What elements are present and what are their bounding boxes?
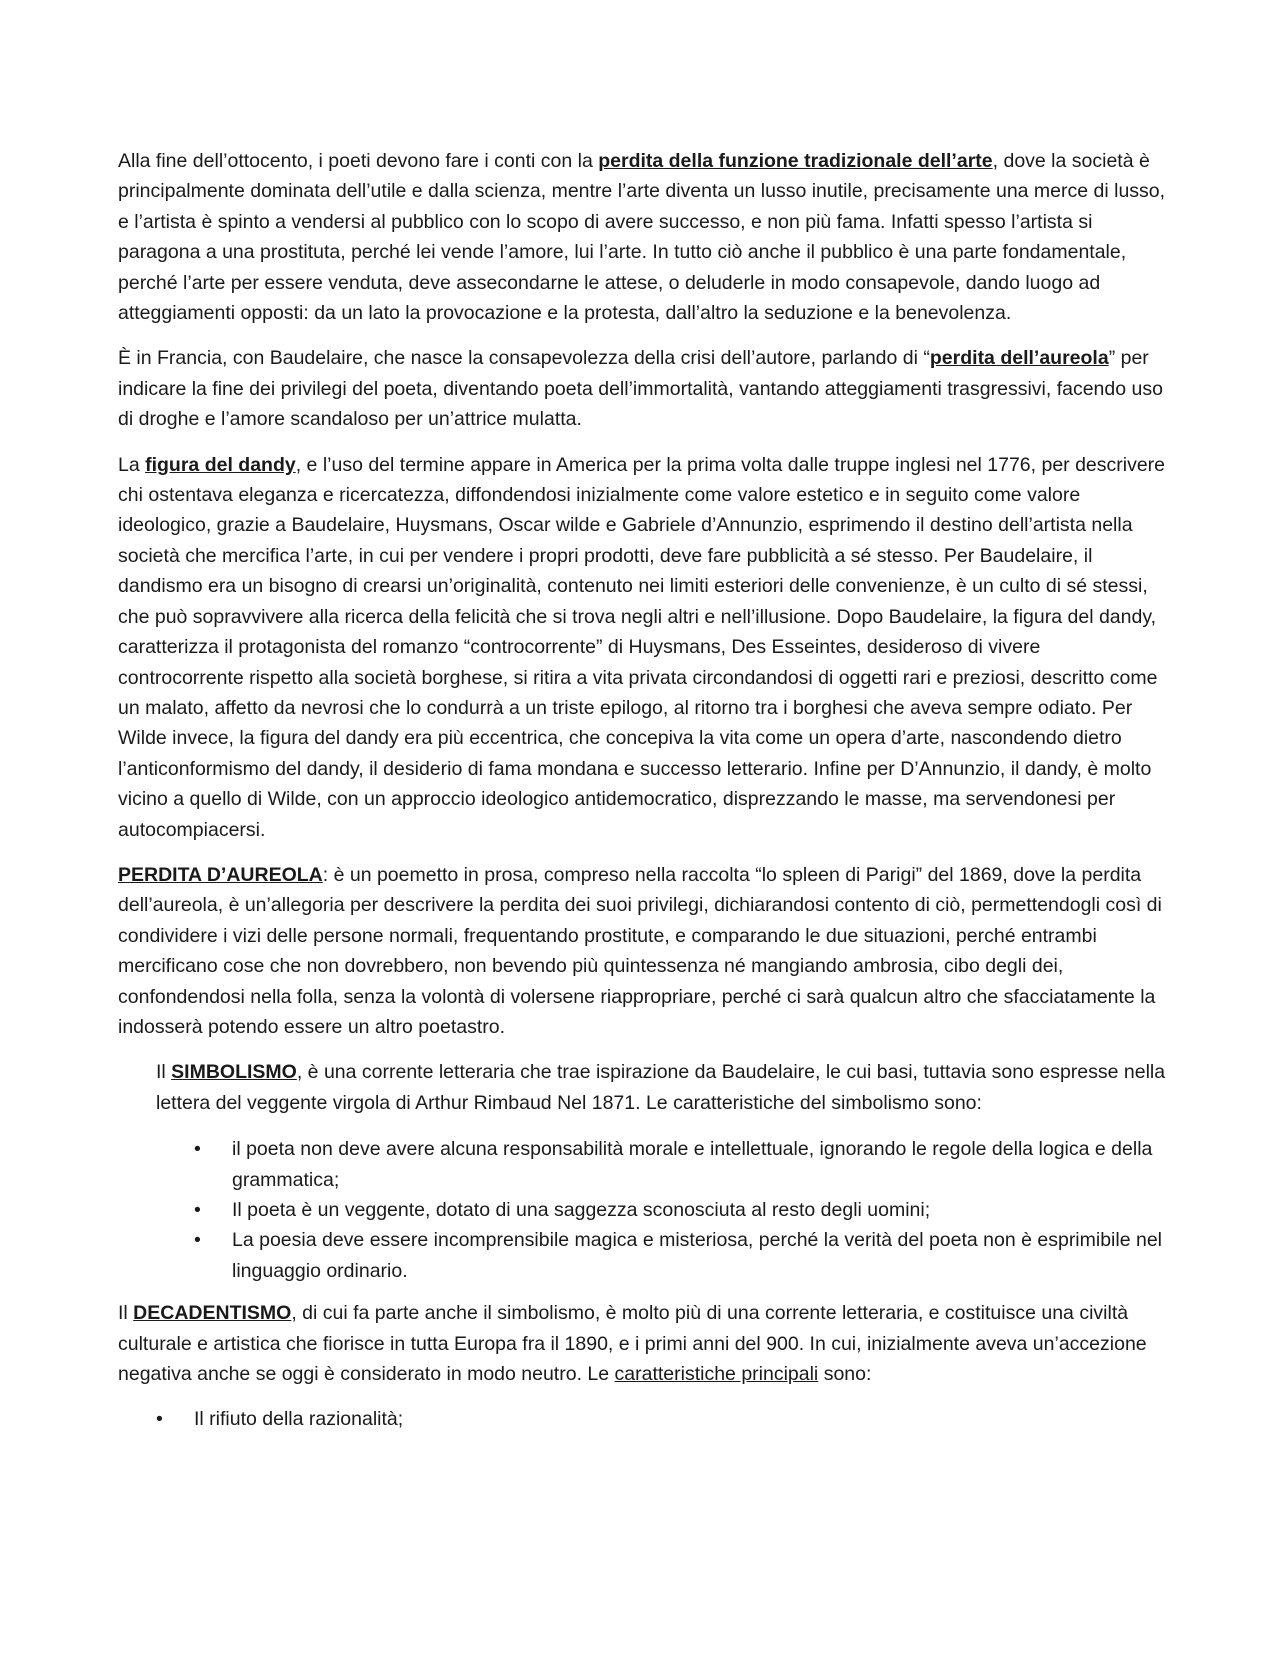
- term-simbolismo: SIMBOLISMO: [171, 1061, 297, 1084]
- paragraph-simbolismo: [156, 1057, 1168, 1118]
- term-perdita-aureola: perdita dell’aureola: [929, 347, 1109, 370]
- text: La: [118, 453, 146, 476]
- bullet-icon: •: [194, 1229, 201, 1252]
- document-page: [118, 146, 1168, 1447]
- list-item-text: il poeta non deve avere alcuna responsabilità morale e intellettuale, ignorando le regole della logica e della grammatica;: [232, 1138, 1153, 1191]
- text: : è un poemetto in prosa, compreso nella raccolta “lo spleen di Parigi” del 1869, dove la perdita dell’aureola, è un’allegoria per descrivere la perdita dei suoi privilegi, dichiarandosi contento di ciò, permettendogli così di condividere i vizi delle persone normali, frequentando prostitute, e comparando le due situazioni, perché entrambi mercificano cose che non dovrebbero, non bevendo più quintessenza né mangiando ambrosia, cibo degli dei, confondendosi nella folla, senza la volontà di volersene riappropriare, perché ci sarà qualcun altro che sfacciatamente la indosserà potendo essere un altro poetastro.: [118, 863, 1162, 1038]
- term-decadentismo: DECADENTISMO: [133, 1302, 292, 1325]
- term-figura-dandy: figura del dandy: [145, 453, 296, 476]
- list-item: [194, 1225, 1168, 1286]
- list-item-text: Il rifiuto della razionalità;: [194, 1408, 404, 1431]
- term-caratteristiche-principali: caratteristiche principali: [614, 1363, 819, 1386]
- paragraph-baudelaire: [118, 343, 1168, 434]
- paragraph-perdita-aureola: [118, 860, 1168, 1042]
- paragraph-dandy: [118, 450, 1168, 845]
- decadentismo-list: [156, 1404, 1168, 1434]
- text: sono:: [818, 1363, 872, 1386]
- text: È in Francia, con Baudelaire, che nasce la consapevolezza della crisi dell’autore, parlando di “: [118, 347, 930, 370]
- text: Alla fine dell’ottocento, i poeti devono fare i conti con la: [118, 150, 599, 172]
- paragraph-intro: [118, 146, 1168, 328]
- list-item: [194, 1195, 1168, 1225]
- term-perdita-funzione-arte: perdita della funzione tradizionale dell’arte: [598, 150, 993, 172]
- bullet-icon: •: [194, 1138, 201, 1161]
- bullet-icon: •: [194, 1199, 201, 1221]
- list-item-text: Il poeta è un veggente, dotato di una saggezza sconosciuta al resto degli uomini;: [232, 1199, 931, 1221]
- text: , dove la società è principalmente dominata dell’utile e dalla scienza, mentre l’arte diventa un lusso inutile, precisamente una merce di lusso, e l’artista è spinto a vendersi al pubblico con lo scopo di avere successo, e non più fama. Infatti spesso l’artista si paragona a una prostituta, perché lei vende l’amore, lui l’arte. In tutto ciò anche il pubblico è una parte fondamentale, perché l’arte per essere venduta, deve assecondarne le attese, o deluderle in modo consapevole, dando luogo ad atteggiamenti opposti: da un lato la provocazione e la protesta, dall’altro la seduzione e la benevolenza.: [118, 150, 1166, 325]
- text: , e l’uso del termine appare in America per la prima volta dalle truppe inglesi nel 1776, per descrivere chi ostentava eleganza e ricercatezza, diffondendosi inizialmente come valore estetico e in seguito come valore ideologico, grazie a Baudelaire, Huysmans, Oscar wilde e Gabriele d’Annunzio, esprimendo il destino dell’artista nella società che mercifica l’arte, in cui per vendere i propri prodotti, deve fare pubblicità a sé stesso. Per Baudelaire, il dandismo era un bisogno di crearsi un’originalità, contenuto nei limiti esteriori delle convenienze, è un culto di sé stessi, che può sopravvivere alla ricerca della felicità che si trova negli altri e nell’illusione. Dopo Baudelaire, la figura del dandy, caratterizza il protagonista del romanzo “controcorrente” di Huysmans, Des Esseintes, desideroso di vivere controcorrente rispetto alla società borghese, si ritira a vita privata circondandosi di oggetti rari e preziosi, descritto come un malato, affetto da nevrosi che lo condurrà a un triste epilogo, al ritorno tra i borghesi che aveva sempre odiato. Per Wilde invece, la figura del dandy era più eccentrica, che concepiva la vita come un opera d’arte, nascondendo dietro l’anticonformismo del dandy, il desiderio di fama mondana e successo letterario. Infine per D’Annunzio, il dandy, è molto vicino a quello di Wilde, con un approccio ideologico antidemocratico, disprezzando le masse, ma servendonesi per autocompiacersi.: [118, 453, 1166, 841]
- simbolismo-list: [194, 1134, 1168, 1286]
- bullet-icon: •: [156, 1408, 163, 1431]
- list-item: [156, 1404, 1168, 1434]
- text: , di cui fa parte anche il simbolismo, è molto più di una corrente letteraria, e costituisce una civiltà culturale e artistica che fiorisce in tutta Europa fra il 1890, e i primi anni del 900. In cui, inizialmente aveva un’accezione negativa anche se oggi è considerato in modo neutro. Le: [118, 1302, 1147, 1386]
- text: ” per indicare la fine dei privilegi del poeta, diventando poeta dell’immortalità, vantando atteggiamenti trasgressivi, facendo uso di droghe e l’amore scandaloso per un’attrice mulatta.: [118, 347, 1163, 431]
- list-item: [194, 1134, 1168, 1195]
- paragraph-decadentismo: [118, 1298, 1168, 1389]
- text: Il: [118, 1302, 134, 1325]
- term-perdita-d-aureola: PERDITA D’AUREOLA: [118, 863, 323, 886]
- list-item-text: La poesia deve essere incomprensibile magica e misteriosa, perché la verità del poeta non è esprimibile nel linguaggio ordinario.: [232, 1229, 1163, 1282]
- text: , è una corrente letteraria che trae ispirazione da Baudelaire, le cui basi, tuttavia sono espresse nella lettera del veggente virgola di Arthur Rimbaud Nel 1871. Le caratteristiche del simbolismo sono:: [156, 1061, 1166, 1114]
- text: Il: [156, 1061, 172, 1084]
